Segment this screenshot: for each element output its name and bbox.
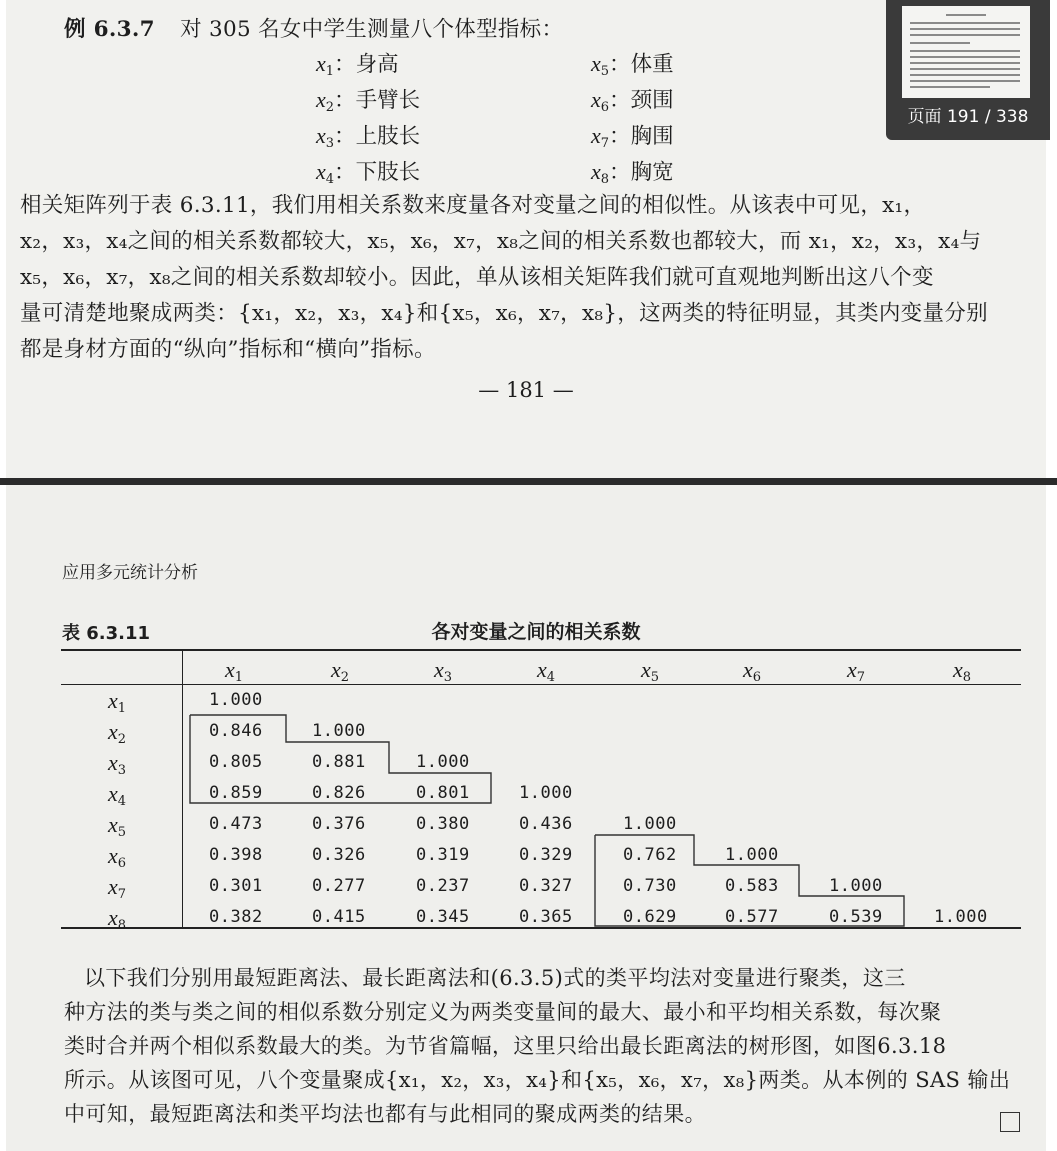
variable-subscript: 5 — [650, 670, 660, 685]
table-title: 各对变量之间的相关系数 — [431, 621, 641, 643]
page-separator-slash: / — [984, 107, 991, 127]
page-number: — 181 — — [478, 378, 574, 402]
variable-item: $x_5$：体重 — [591, 51, 674, 79]
table-cell: 0.846 — [209, 721, 263, 741]
variable-symbol: x — [316, 51, 326, 76]
variable-symbol: x — [224, 657, 235, 682]
total-pages: 338 — [995, 107, 1029, 127]
variable-subscript: 3 — [443, 670, 453, 685]
variable-subscript: 8 — [117, 918, 127, 933]
variable-symbol: x — [316, 159, 326, 184]
variable-name: 体重 — [630, 52, 674, 77]
variable-subscript: 4 — [325, 172, 335, 187]
variable-symbol: x — [107, 843, 118, 868]
variable-symbol: x — [591, 51, 601, 76]
table-cell: 0.436 — [519, 814, 573, 834]
table-cell: 0.301 — [209, 876, 263, 896]
variable-symbol: x — [742, 657, 753, 682]
table-cell: 0.583 — [725, 876, 779, 896]
variable-symbol: x — [591, 159, 601, 184]
variable-item: $x_2$：手臂长 — [316, 87, 421, 115]
variable-name: 颈围 — [630, 88, 674, 113]
variable-symbol: x — [846, 657, 857, 682]
paragraph-line: 量可清楚地聚成两类：{x₁，x₂，x₃，x₄}和{x₅，x₆，x₇，x₈}，这两类的特征明显，其类内变量分别 — [20, 301, 988, 326]
table-cell: 0.762 — [623, 845, 677, 865]
variable-symbol: x — [591, 87, 601, 112]
variable-subscript: 3 — [117, 763, 127, 778]
table-label: 表 6.3.11 — [62, 623, 151, 644]
book-page-182 — [6, 485, 1046, 1151]
variable-subscript: 2 — [325, 100, 335, 115]
table-cell: 0.277 — [312, 876, 366, 896]
table-cell: 0.329 — [519, 845, 573, 865]
variable-name: 身高 — [355, 52, 399, 77]
page-thumbnail[interactable] — [902, 6, 1030, 98]
page-indicator-label: 页面 — [907, 107, 942, 127]
variable-subscript: 2 — [117, 732, 127, 747]
variable-subscript: 6 — [600, 100, 610, 115]
variable-name: 胸宽 — [630, 160, 674, 185]
table-cell: 0.376 — [312, 814, 366, 834]
table-cell: 0.629 — [623, 907, 677, 927]
variable-subscript: 1 — [234, 670, 244, 685]
paragraph-line: 以下我们分别用最短距离法、最长距离法和(6.3.5)式的类平均法对变量进行聚类，这三 — [84, 966, 906, 990]
variable-symbol: x — [316, 123, 326, 148]
table-cell: 0.801 — [416, 783, 470, 803]
table-cell: 0.382 — [209, 907, 263, 927]
variable-symbol: x — [952, 657, 963, 682]
table-cell: 0.859 — [209, 783, 263, 803]
table-cell: 0.473 — [209, 814, 263, 834]
table-cell: 1.000 — [312, 721, 366, 741]
table-cell: 0.730 — [623, 876, 677, 896]
variable-symbol: x — [107, 750, 118, 775]
variable-subscript: 7 — [856, 670, 866, 685]
variable-symbol: x — [107, 688, 118, 713]
variable-subscript: 7 — [117, 887, 127, 902]
variable-name: 胸围 — [630, 124, 674, 149]
variable-symbol: x — [107, 874, 118, 899]
variable-symbol: x — [536, 657, 547, 682]
table-cell: 1.000 — [725, 845, 779, 865]
table-cell: 1.000 — [934, 907, 988, 927]
table-cell: 0.577 — [725, 907, 779, 927]
variable-subscript: 3 — [325, 136, 335, 151]
variable-symbol: x — [316, 87, 326, 112]
table-cell: 0.539 — [829, 907, 883, 927]
variable-subscript: 8 — [962, 670, 972, 685]
variable-symbol: x — [107, 781, 118, 806]
variable-item: $x_7$：胸围 — [591, 123, 674, 151]
variable-item: $x_3$：上肢长 — [316, 123, 421, 151]
paragraph-line: 种方法的类与类之间的相似系数分别定义为两类变量间的最大、最小和平均相关系数，每次聚 — [64, 1000, 942, 1024]
variable-subscript: 2 — [340, 670, 350, 685]
paragraph-line: 相关矩阵列于表 6.3.11，我们用相关系数来度量各对变量之间的相似性。从该表中可见，x₁， — [20, 193, 926, 218]
variable-subscript: 1 — [117, 701, 127, 716]
variable-symbol: x — [107, 719, 118, 744]
table-cell: 0.326 — [312, 845, 366, 865]
variable-symbol: x — [107, 812, 118, 837]
paragraph-line: 所示。从该图可见，八个变量聚成{x₁，x₂，x₃，x₄}和{x₅，x₆，x₇，x₈}两类。从本例的 SAS 输出 — [64, 1068, 1011, 1092]
page-indicator — [886, 102, 1050, 127]
example-heading — [64, 12, 563, 43]
paragraph-line: x₂，x₃，x₄之间的相关系数都较大，x₅，x₆，x₇，x₈之间的相关系数也都较大，而 x₁，x₂，x₃，x₄与 — [20, 229, 982, 254]
paragraph-line: 中可知，最短距离法和类平均法也都有与此相同的聚成两类的结果。 — [64, 1102, 706, 1126]
variable-subscript: 5 — [600, 64, 610, 79]
variable-item: $x_6$：颈围 — [591, 87, 674, 115]
table-cell: 0.319 — [416, 845, 470, 865]
variable-item: $x_8$：胸宽 — [591, 159, 674, 187]
variable-subscript: 1 — [325, 64, 335, 79]
paragraph-line: x₅，x₆，x₇，x₈之间的相关系数却较小。因此，单从该相关矩阵我们就可直观地判断出这八个变 — [20, 265, 934, 290]
variable-subscript: 7 — [600, 136, 610, 151]
variable-subscript: 4 — [117, 794, 127, 809]
table-cell: 0.237 — [416, 876, 470, 896]
running-head: 应用多元统计分析 — [62, 563, 198, 583]
table-cell: 0.380 — [416, 814, 470, 834]
end-of-proof-icon — [1000, 1112, 1020, 1132]
variable-symbol: x — [591, 123, 601, 148]
variable-name: 手臂长 — [355, 88, 421, 113]
example-label: 例 6.3.7 — [64, 17, 155, 42]
table-cell: 0.881 — [312, 752, 366, 772]
variable-subscript: 8 — [600, 172, 610, 187]
variable-symbol: x — [330, 657, 341, 682]
variable-item: $x_1$：身高 — [316, 51, 399, 79]
table-cell: 1.000 — [623, 814, 677, 834]
current-page-number: 191 — [946, 107, 980, 127]
variable-subscript: 6 — [752, 670, 762, 685]
variable-subscript: 4 — [546, 670, 556, 685]
page-separator — [0, 478, 1057, 485]
cluster-2-outline — [595, 835, 904, 926]
table-cell: 0.415 — [312, 907, 366, 927]
paragraph-line: 类时合并两个相似系数最大的类。为节省篇幅，这里只给出最长距离法的树形图，如图6.3.18 — [64, 1034, 947, 1058]
table-cell: 0.345 — [416, 907, 470, 927]
table-cell: 0.805 — [209, 752, 263, 772]
variable-item: $x_4$：下肢长 — [316, 159, 421, 187]
variable-subscript: 6 — [117, 856, 127, 871]
table-cell: 0.365 — [519, 907, 573, 927]
table-cell: 1.000 — [209, 690, 263, 710]
paragraph-line: 都是身材方面的“纵向”指标和“横向”指标。 — [20, 337, 436, 362]
table-cell: 1.000 — [829, 876, 883, 896]
example-intro: 对 305 名女中学生测量八个体型指标： — [180, 17, 564, 42]
table-cell: 0.327 — [519, 876, 573, 896]
variable-subscript: 5 — [117, 825, 127, 840]
table-cell: 1.000 — [416, 752, 470, 772]
table-cell: 1.000 — [519, 783, 573, 803]
cluster-1-outline — [190, 715, 491, 803]
variable-name: 下肢长 — [355, 160, 421, 185]
variable-symbol: x — [640, 657, 651, 682]
table-cell: 0.826 — [312, 783, 366, 803]
variable-symbol: x — [433, 657, 444, 682]
variable-name: 上肢长 — [355, 124, 421, 149]
table-cell: 0.398 — [209, 845, 263, 865]
variable-symbol: x — [107, 905, 118, 930]
page-thumbnail-navigator[interactable] — [886, 0, 1050, 140]
